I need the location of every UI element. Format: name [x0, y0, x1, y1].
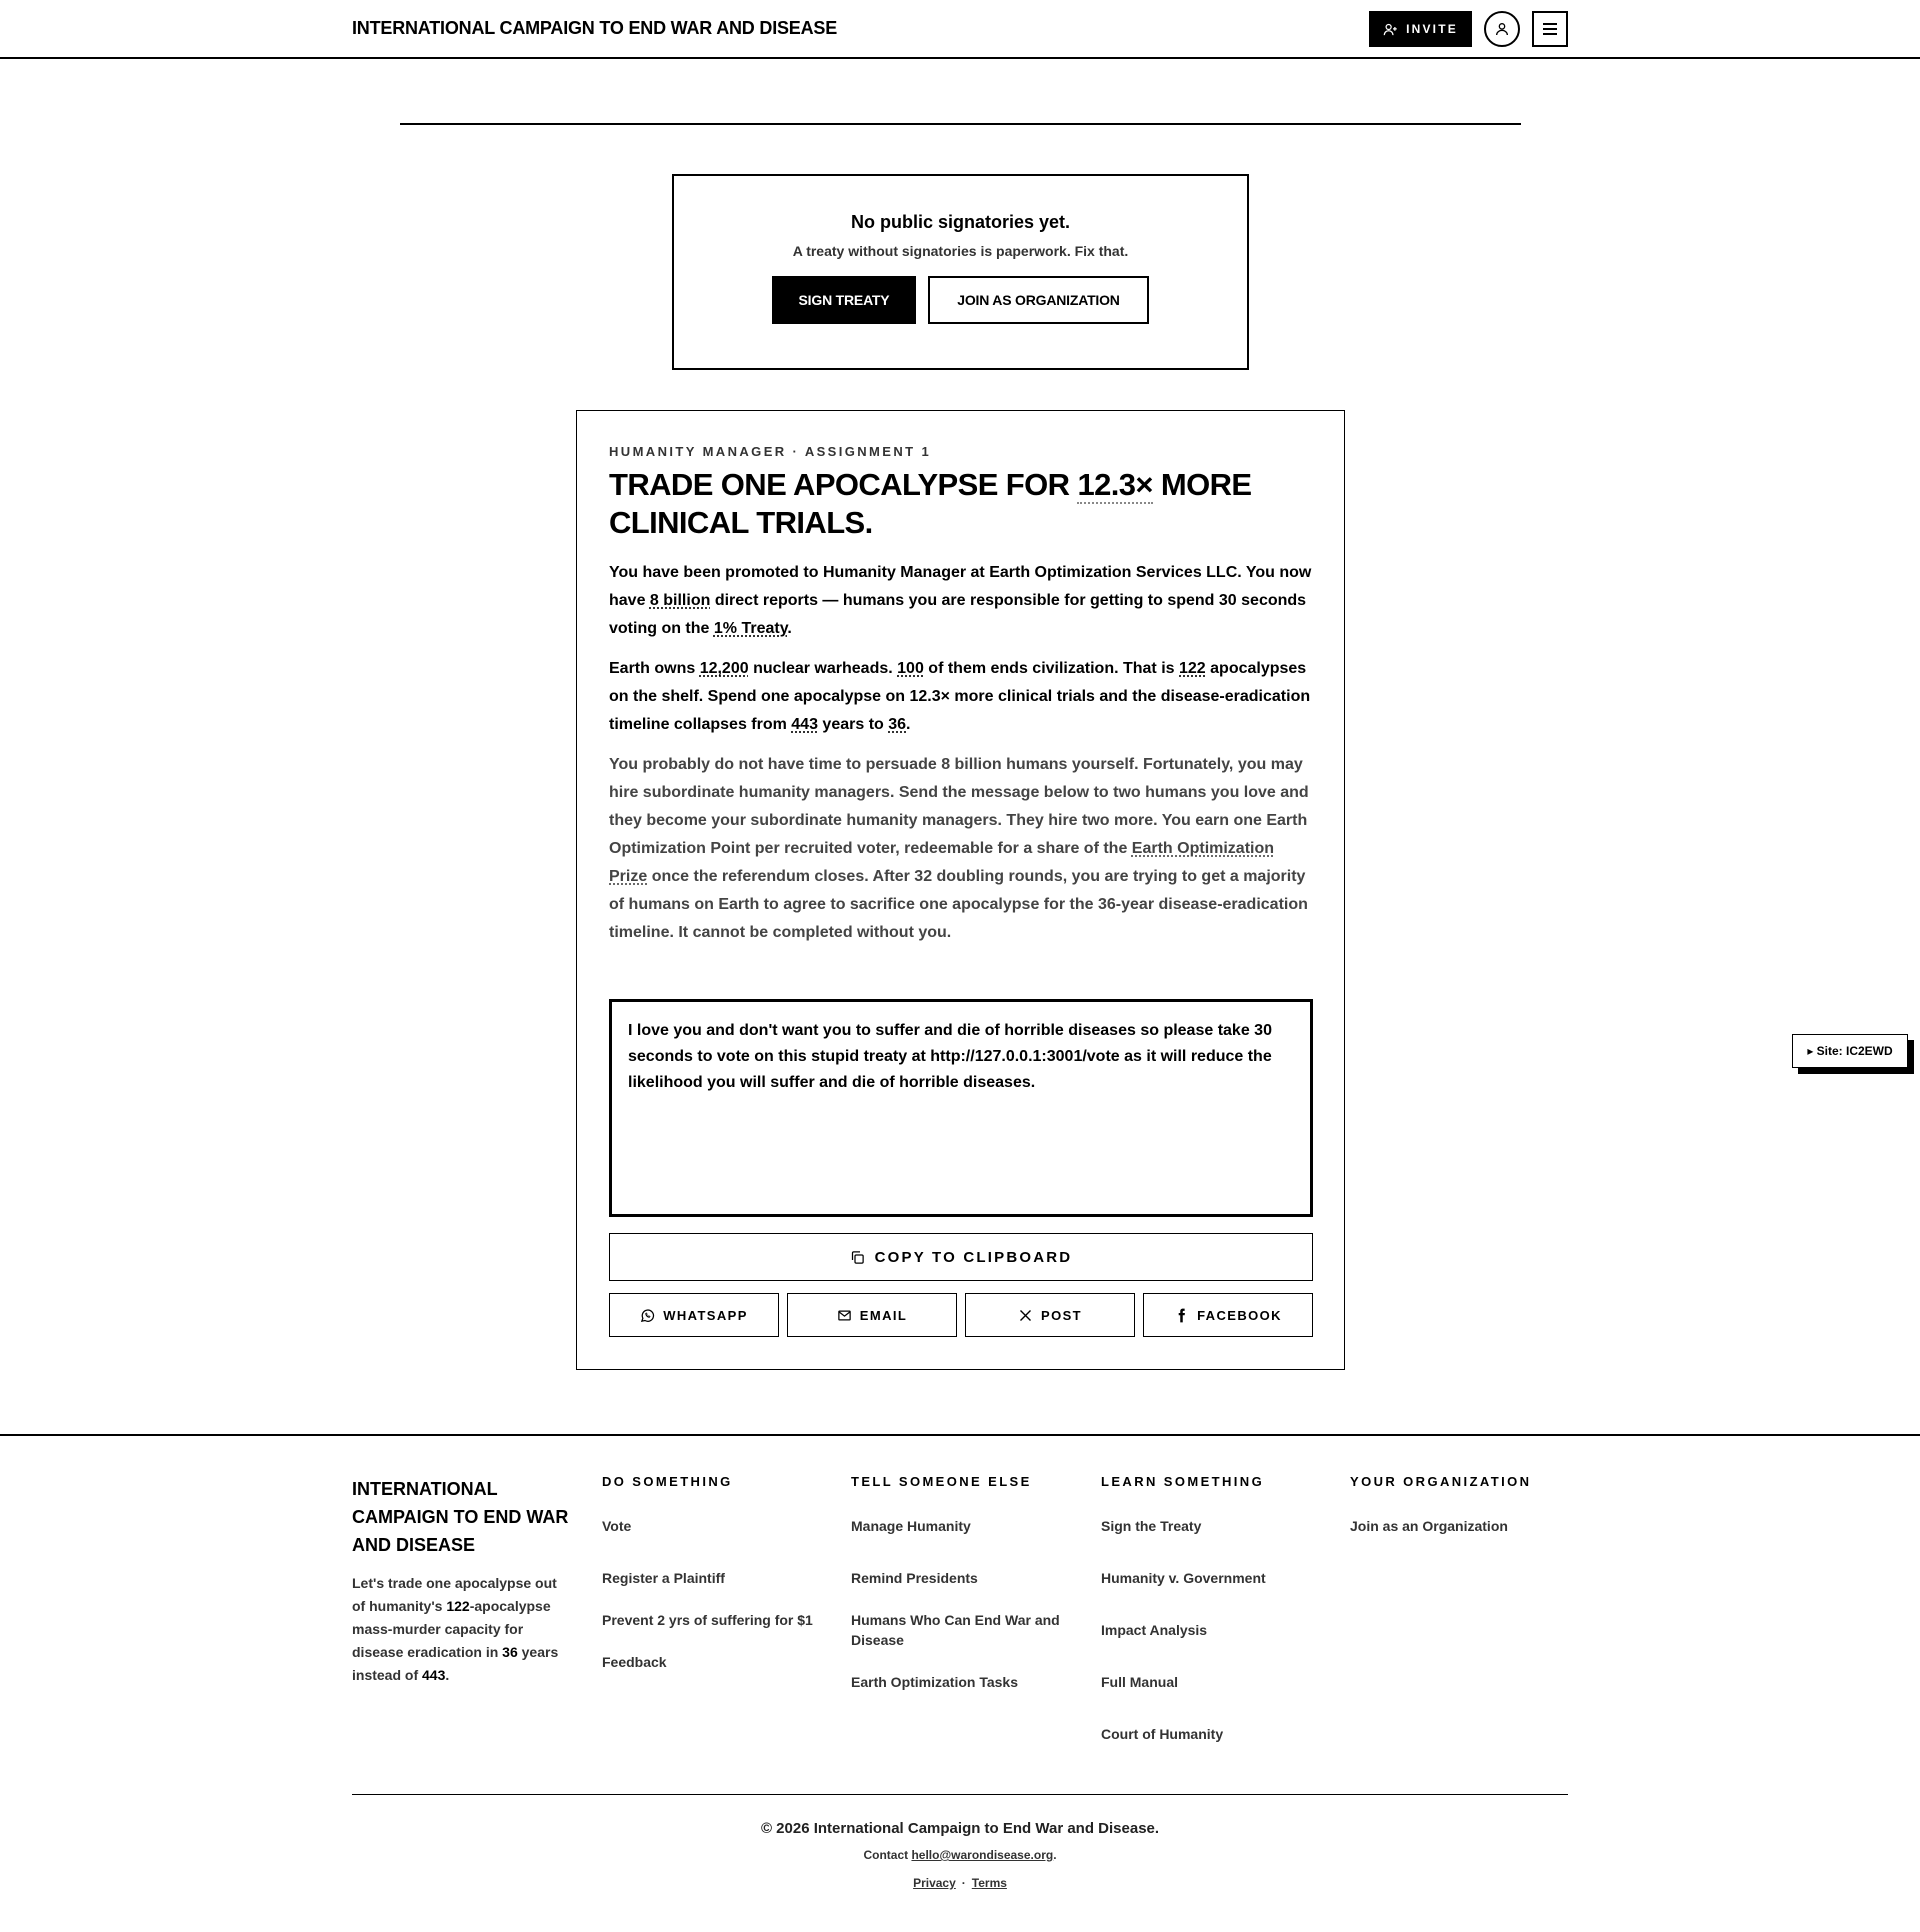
treaty-link[interactable]: 1% Treaty	[713, 620, 788, 637]
text: of them ends civilization. That is	[923, 660, 1179, 677]
user-icon	[1494, 21, 1510, 37]
user-plus-icon	[1383, 22, 1398, 37]
text: years to	[817, 716, 889, 733]
text: .	[1053, 1848, 1057, 1862]
site-header	[0, 0, 1920, 59]
signatories-title: No public signatories yet.	[850, 212, 1071, 232]
copyright: © 2026 International Campaign to End War and Disease.	[760, 1820, 1160, 1837]
account-button[interactable]	[1484, 11, 1520, 47]
privacy-link[interactable]: Privacy	[913, 1876, 956, 1890]
contact-line	[0, 1848, 1920, 1862]
sign-treaty-button[interactable]: SIGN TREATY	[772, 276, 916, 324]
facebook-share-button[interactable]	[1143, 1293, 1313, 1337]
signatories-subtitle: A treaty without signatories is paperwork. Fix that.	[792, 243, 1129, 259]
text: direct reports — humans you are responsible for getting to spend 30 seconds voting on the	[609, 592, 1307, 637]
email-label: EMAIL	[859, 1307, 908, 1323]
site-badge[interactable]: ▸ Site: IC2EWD	[1792, 1034, 1908, 1068]
join-organization-button[interactable]: JOIN AS ORGANIZATION	[928, 276, 1149, 324]
stat-443[interactable]: 443	[791, 716, 818, 733]
facebook-label: FACEBOOK	[1197, 1307, 1282, 1323]
title-part: MORE CLINICAL TRIALS.	[609, 467, 1252, 540]
stat: 122	[446, 1598, 470, 1614]
separator: ·	[961, 1876, 966, 1890]
signatories-panel	[672, 174, 1249, 370]
text: You probably do not have time to persuade 8 billion humans yourself. Fortunately, you may hire subordinate humanity managers. Send the message below to two humans you love and they become your subordinate humanity managers. They hire two more. You earn one Earth Optimization Point per recruited voter, redeemable for a share of the	[609, 756, 1309, 857]
footer-link-register-plaintiff[interactable]: Register a Plaintiff	[602, 1570, 725, 1586]
footer-link-feedback[interactable]: Feedback	[602, 1654, 667, 1670]
footer-column-heading: TELL SOMEONE ELSE	[851, 1474, 1032, 1489]
footer-column-heading: DO SOMETHING	[602, 1474, 733, 1489]
whatsapp-label: WHATSAPP	[663, 1307, 748, 1323]
terms-link[interactable]: Terms	[971, 1876, 1007, 1890]
footer-divider	[0, 1434, 1920, 1436]
text: .	[906, 716, 911, 733]
hamburger-icon	[1543, 23, 1557, 35]
signatories-actions	[674, 276, 1247, 324]
prize-link[interactable]: Earth Optimization Prize	[609, 840, 1275, 885]
footer-link-impact-analysis[interactable]: Impact Analysis	[1101, 1622, 1208, 1638]
text: years instead of	[352, 1644, 559, 1683]
footer-link-sign-treaty[interactable]: Sign the Treaty	[1101, 1518, 1202, 1534]
invite-message-textarea[interactable]	[609, 999, 1313, 1217]
whatsapp-icon	[640, 1308, 655, 1323]
footer-bottom-divider	[352, 1794, 1568, 1795]
text: .	[445, 1667, 450, 1683]
invite-label: INVITE	[1406, 22, 1458, 36]
footer-column-heading: LEARN SOMETHING	[1101, 1474, 1265, 1489]
footer-link-earth-tasks[interactable]: Earth Optimization Tasks	[851, 1674, 1018, 1690]
stat-122[interactable]: 122	[1179, 660, 1206, 677]
text: apocalypses on the shelf. Spend one apocalypse on 12.3× more clinical trials and the disease-eradication timeline collapses from	[609, 660, 1311, 733]
footer-column-learn-something	[1101, 1474, 1321, 1744]
invite-button[interactable]	[1369, 11, 1472, 47]
footer-link-remind-presidents[interactable]: Remind Presidents	[851, 1570, 978, 1586]
whatsapp-share-button[interactable]	[609, 1293, 779, 1337]
footer-link-court-of-humanity[interactable]: Court of Humanity	[1101, 1726, 1224, 1742]
footer-link-full-manual[interactable]: Full Manual	[1101, 1674, 1178, 1690]
post-label: POST	[1041, 1307, 1082, 1323]
stat-8-billion[interactable]: 8 billion	[649, 592, 711, 609]
copy-label: COPY TO CLIPBOARD	[874, 1248, 1073, 1266]
stat-36[interactable]: 36	[888, 716, 907, 733]
footer-link-prevent-suffering[interactable]: Prevent 2 yrs of suffering for $1	[602, 1612, 813, 1628]
contact-email-link[interactable]: hello@warondisease.org	[911, 1848, 1054, 1862]
title-multiplier[interactable]: 12.3×	[1077, 467, 1153, 502]
text: once the referendum closes. After 32 doubling rounds, you are trying to get a majority of humans on Earth to agree to sacrifice one apocalypse for the 36-year disease-eradication timeline. It cannot be completed without you.	[609, 868, 1308, 941]
assignment-card	[576, 410, 1345, 1370]
footer-link-humanity-v-government[interactable]: Humanity v. Government	[1101, 1570, 1266, 1586]
footer-column-heading: YOUR ORGANIZATION	[1350, 1474, 1532, 1489]
facebook-icon	[1174, 1308, 1189, 1323]
title-part: TRADE ONE APOCALYPSE FOR	[609, 467, 1078, 502]
stat: 443	[422, 1667, 446, 1683]
assignment-eyebrow: HUMANITY MANAGER · ASSIGNMENT 1	[609, 444, 932, 459]
footer-column-do-something	[602, 1474, 822, 1672]
share-buttons	[609, 1293, 1313, 1337]
text: -apocalypse mass-murder capacity for disease eradication in	[352, 1598, 551, 1660]
footer-link-humans-who-can[interactable]: Humans Who Can End War and Disease	[851, 1612, 1060, 1648]
footer-link-vote[interactable]: Vote	[602, 1518, 632, 1534]
top-divider	[400, 123, 1521, 125]
stat: 36	[502, 1644, 518, 1660]
stat-warheads[interactable]: 12,200	[699, 660, 749, 677]
email-share-button[interactable]	[787, 1293, 957, 1337]
footer-column-your-organization	[1350, 1474, 1570, 1536]
contact-label: Contact	[863, 1848, 912, 1862]
nuclear-paragraph	[609, 655, 1315, 739]
copy-icon	[850, 1250, 865, 1265]
x-logo-icon	[1018, 1308, 1033, 1323]
text: .	[787, 620, 792, 637]
text: You have been promoted to Humanity Manager at Earth Optimization Services LLC. You now have	[609, 564, 1312, 609]
footer-link-manage-humanity[interactable]: Manage Humanity	[851, 1518, 971, 1534]
text: Earth owns	[609, 660, 700, 677]
footer-link-join-organization[interactable]: Join as an Organization	[1350, 1518, 1508, 1534]
footer-tagline	[352, 1572, 562, 1687]
recruit-paragraph	[609, 751, 1315, 947]
assignment-title	[609, 466, 1289, 542]
site-title[interactable]: INTERNATIONAL CAMPAIGN TO END WAR AND DISEASE	[352, 18, 838, 38]
text: Let's trade one apocalypse out of humanity's	[352, 1575, 557, 1614]
footer-column-tell-someone	[851, 1474, 1071, 1692]
text: nuclear warheads.	[748, 660, 898, 677]
menu-button[interactable]	[1532, 11, 1568, 47]
x-post-button[interactable]	[965, 1293, 1135, 1337]
footer-brand: INTERNATIONAL CAMPAIGN TO END WAR AND DISEASE	[352, 1479, 569, 1555]
mail-icon	[837, 1308, 852, 1323]
stat-100[interactable]: 100	[897, 660, 924, 677]
intro-paragraph	[609, 559, 1315, 643]
legal-links	[0, 1876, 1920, 1890]
copy-to-clipboard-button[interactable]	[609, 1233, 1313, 1281]
